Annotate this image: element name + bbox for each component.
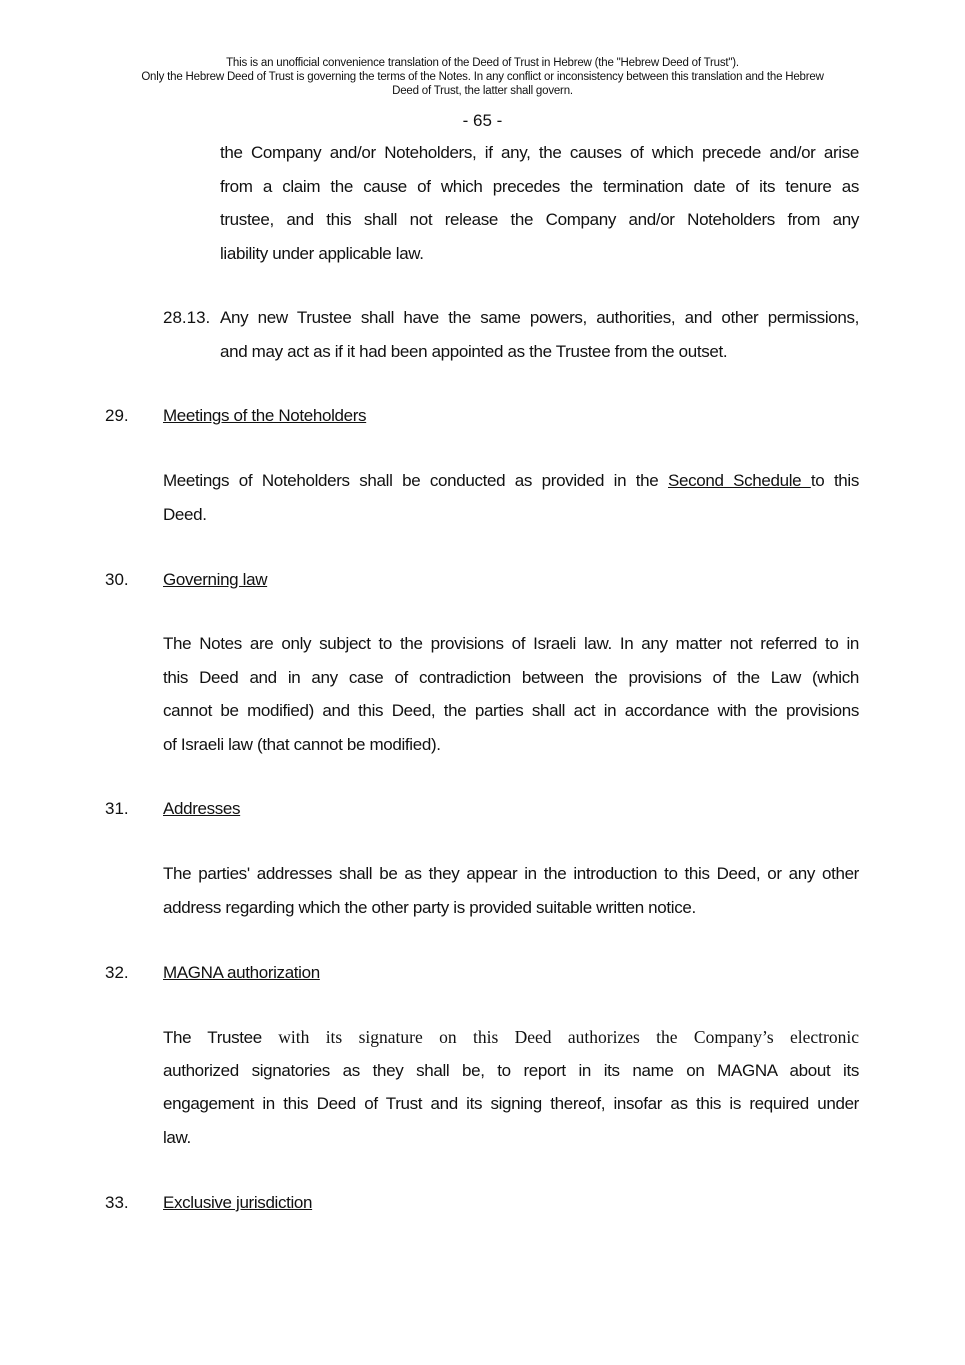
text-segment: with its signature on this Deed authorizes the Company’s electronic [278,1027,859,1047]
paragraph-line: address regarding which the other party is provided suitable written notice. [163,897,696,917]
paragraph-line: this Deed and in any case of contradiction between the provisions of the Law (which [163,667,859,687]
section-number: 31. [105,799,129,818]
disclaimer-line: Deed of Trust, the latter shall govern. [392,85,573,97]
paragraph-line: Any new Trustee shall have the same powers, authorities, and other permissions, [220,308,859,327]
schedule-reference: Second Schedule [668,471,811,490]
disclaimer-line: This is an unofficial convenience translation of the Deed of Trust in Hebrew (the "Hebrew Deed of Trust"). [226,57,739,69]
section-number: 29. [105,406,129,425]
translation-disclaimer [0,56,965,98]
text-segment: Meetings of Noteholders shall be conducted as provided in the [163,471,668,490]
section-heading: MAGNA authorization [163,963,320,982]
subsection-number: 28.13. [163,308,211,327]
section-heading: Meetings of the Noteholders [163,406,367,425]
paragraph-line: cannot be modified) and this Deed, the parties shall act in accordance with the provisions [163,701,859,720]
section-number: 32. [105,963,129,982]
paragraph-line [163,1027,859,1048]
paragraph-line: liability under applicable law. [220,243,424,263]
page-number: - 65 - [462,111,503,130]
section-number: 30. [105,570,129,589]
disclaimer-line: Only the Hebrew Deed of Trust is governing the terms of the Notes. In any conflict or inconsistency between this translation and the Hebrew [141,71,824,83]
section-heading: Exclusive jurisdiction [163,1193,313,1212]
paragraph-line: law. [163,1127,191,1147]
section-heading: Addresses [163,799,241,818]
paragraph-line: engagement in this Deed of Trust and its signing thereof, insofar as this is required under [163,1094,859,1113]
section-number: 33. [105,1193,129,1212]
paragraph-line: The parties' addresses shall be as they appear in the introduction to this Deed, or any other [163,864,859,883]
paragraph-line: authorized signatories as they shall be, to report in its name on MAGNA about its [163,1060,859,1080]
paragraph-line: Deed. [163,504,207,524]
section-heading: Governing law [163,570,268,589]
paragraph-line: and may act as if it had been appointed as the Trustee from the outset. [220,341,728,361]
paragraph-line: from a claim the cause of which precedes the termination date of its tenure as [220,176,859,196]
paragraph-line: the Company and/or Noteholders, if any, the causes of which precede and/or arise [220,143,859,162]
text-segment: The Trustee [163,1028,279,1047]
text-segment: to this [810,471,859,490]
paragraph-line [163,471,859,491]
paragraph-line: of Israeli law (that cannot be modified). [163,734,441,754]
paragraph-line: The Notes are only subject to the provisions of Israeli law. In any matter not referred to in [163,634,859,653]
paragraph-line: trustee, and this shall not release the Company and/or Noteholders from any [220,210,859,229]
